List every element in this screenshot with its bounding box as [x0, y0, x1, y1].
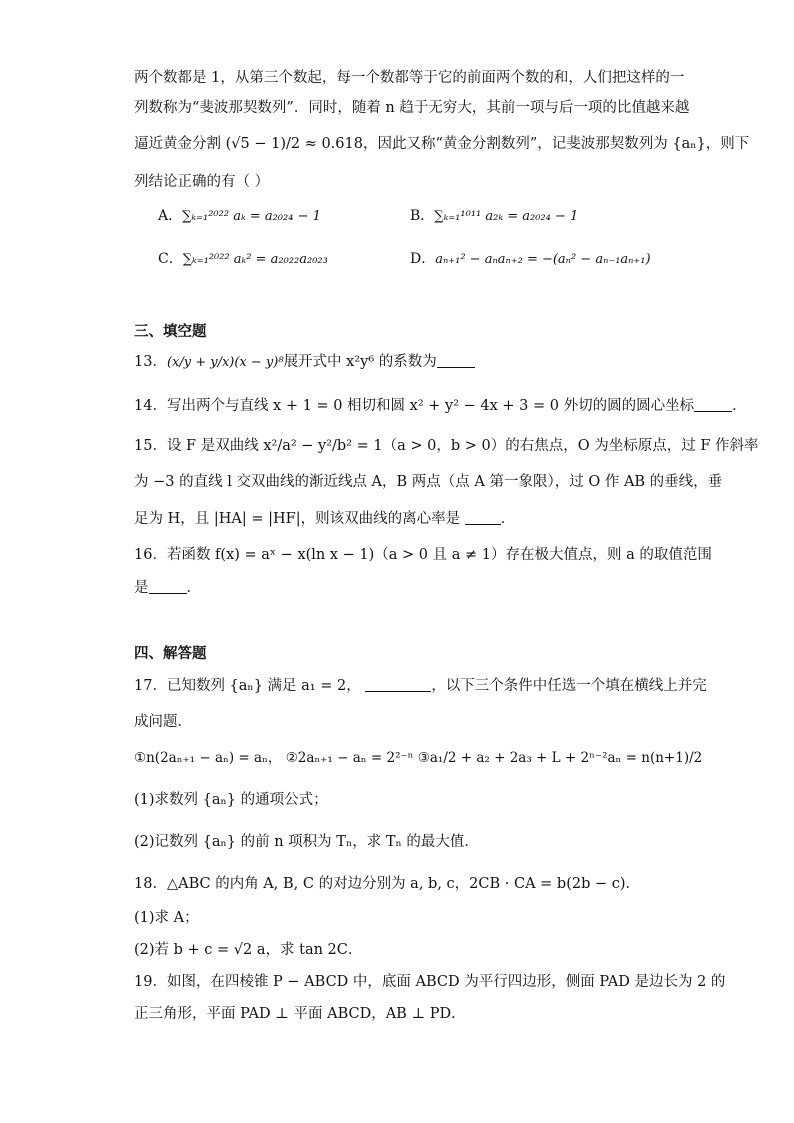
- q19-line-2: 正三角形，平面 PAD ⊥ 平面 ABCD，AB ⊥ PD．: [134, 1006, 466, 1022]
- q12-line-1: 两个数都是 1，从第三个数起，每一个数都等于它的前面两个数的和，人们把这样的一: [134, 70, 685, 86]
- section-4-heading: 四、解答题: [134, 646, 207, 662]
- q13-text: 展开式中 x²y⁶ 的系数为: [283, 354, 437, 370]
- q18-part-1: (1)求 A；: [134, 910, 199, 926]
- q12-line-3: 逼近黄金分割 (√5 − 1)/2 ≈ 0.618，因此又称“黄金分割数列”，记斐波那契数列为 {aₙ}，则下: [134, 136, 750, 152]
- q15-line-1: 15．设 F 是双曲线 x²/a² − y²/b² = 1（a > 0，b > 0）的右焦点，O 为坐标原点，过 F 作斜率: [134, 438, 759, 454]
- q15-line-3-text: 足为 H，且 |HA| = |HF|，则该双曲线的离心率是: [134, 511, 461, 527]
- option-c-expr: ∑ₖ₌₁²⁰²² aₖ² = a₂₀₂₂a₂₀₂₃: [182, 252, 328, 267]
- option-d-label: D．: [410, 251, 436, 267]
- option-b-label: B．: [410, 208, 435, 224]
- q15-line-2: 为 −3 的直线 l 交双曲线的渐近线点 A，B 两点（点 A 第一象限），过 O 作 AB 的垂线，垂: [134, 474, 723, 490]
- q17-part-2: (2)记数列 {aₙ} 的前 n 项积为 Tₙ，求 Tₙ 的最大值．: [134, 834, 479, 850]
- option-c[interactable]: [158, 249, 328, 270]
- q13-answer-blank[interactable]: [437, 353, 475, 368]
- q14-end: ．: [732, 398, 747, 414]
- q18-part-2: (2)若 b + c = √2 a，求 tan 2C．: [134, 942, 363, 958]
- q17-line-1a: 17．已知数列 {aₙ} 满足 a₁ = 2，: [134, 678, 361, 694]
- q17-part-1: (1)求数列 {aₙ} 的通项公式；: [134, 792, 328, 808]
- option-d[interactable]: [410, 249, 651, 270]
- q17-line-1: [134, 676, 707, 696]
- q16-line-1: 16．若函数 f(x) = aˣ − x(ln x − 1)（a > 0 且 a ≠ 1）存在极大值点，则 a 的取值范围: [134, 547, 712, 563]
- q14-text: 14．写出两个与直线 x + 1 = 0 相切和圆 x² + y² − 4x + 3 = 0 外切的圆的圆心坐标: [134, 398, 695, 414]
- option-a[interactable]: [158, 206, 321, 227]
- q16-answer-blank[interactable]: [149, 579, 187, 594]
- q13-expr: (x/y + y/x)(x − y)⁸: [166, 355, 284, 370]
- section-3-heading: 三、填空题: [134, 324, 207, 340]
- q12-line-2: 列数称为“斐波那契数列”．同时，随着 n 趋于无穷大，其前一项与后一项的比值越来越: [134, 100, 690, 116]
- q17-line-2: 成问题．: [134, 714, 192, 730]
- option-d-expr: aₙ₊₁² − aₙaₙ₊₂ = −(aₙ² − aₙ₋₁aₙ₊₁): [435, 252, 651, 267]
- option-a-label: A．: [158, 208, 183, 224]
- q15-answer-blank[interactable]: [465, 510, 501, 525]
- q17-line-1b: ，以下三个条件中任选一个填在横线上并完: [431, 678, 707, 694]
- q14: [134, 396, 747, 416]
- option-a-expr: ∑ₖ₌₁²⁰²² aₖ = a₂₀₂₄ − 1: [182, 209, 321, 224]
- q18-line-1: 18．△ABC 的内角 A, B, C 的对边分别为 a, b, c，2CB · CA = b(2b − c)．: [134, 876, 640, 892]
- q13: [134, 352, 475, 373]
- q12-line-4: 列结论正确的有（ ）: [134, 174, 270, 190]
- q13-number: 13．: [134, 354, 167, 370]
- q16-line-2: [134, 578, 201, 598]
- q19-line-1: 19．如图，在四棱锥 P − ABCD 中，底面 ABCD 为平行四边形，侧面 PAD 是边长为 2 的: [134, 974, 726, 990]
- q17-answer-blank[interactable]: [365, 677, 431, 692]
- q17-conditions: ①n(2aₙ₊₁ − aₙ) = aₙ， ②2aₙ₊₁ − aₙ = 2²⁻ⁿ ③a₁/2 + a₂ + 2a₃ + L + 2ⁿ⁻²aₙ = n(n+1)/2: [134, 750, 703, 766]
- q16-line-2-text: 是: [134, 580, 149, 596]
- q15-line-3: [134, 509, 515, 529]
- option-b-expr: ∑ₖ₌₁¹⁰¹¹ a₂ₖ = a₂₀₂₄ − 1: [434, 209, 579, 224]
- q15-end: ．: [500, 511, 516, 527]
- option-b[interactable]: [410, 206, 578, 227]
- option-c-label: C．: [158, 251, 183, 267]
- q14-answer-blank[interactable]: [694, 397, 732, 412]
- q16-end: ．: [186, 580, 201, 596]
